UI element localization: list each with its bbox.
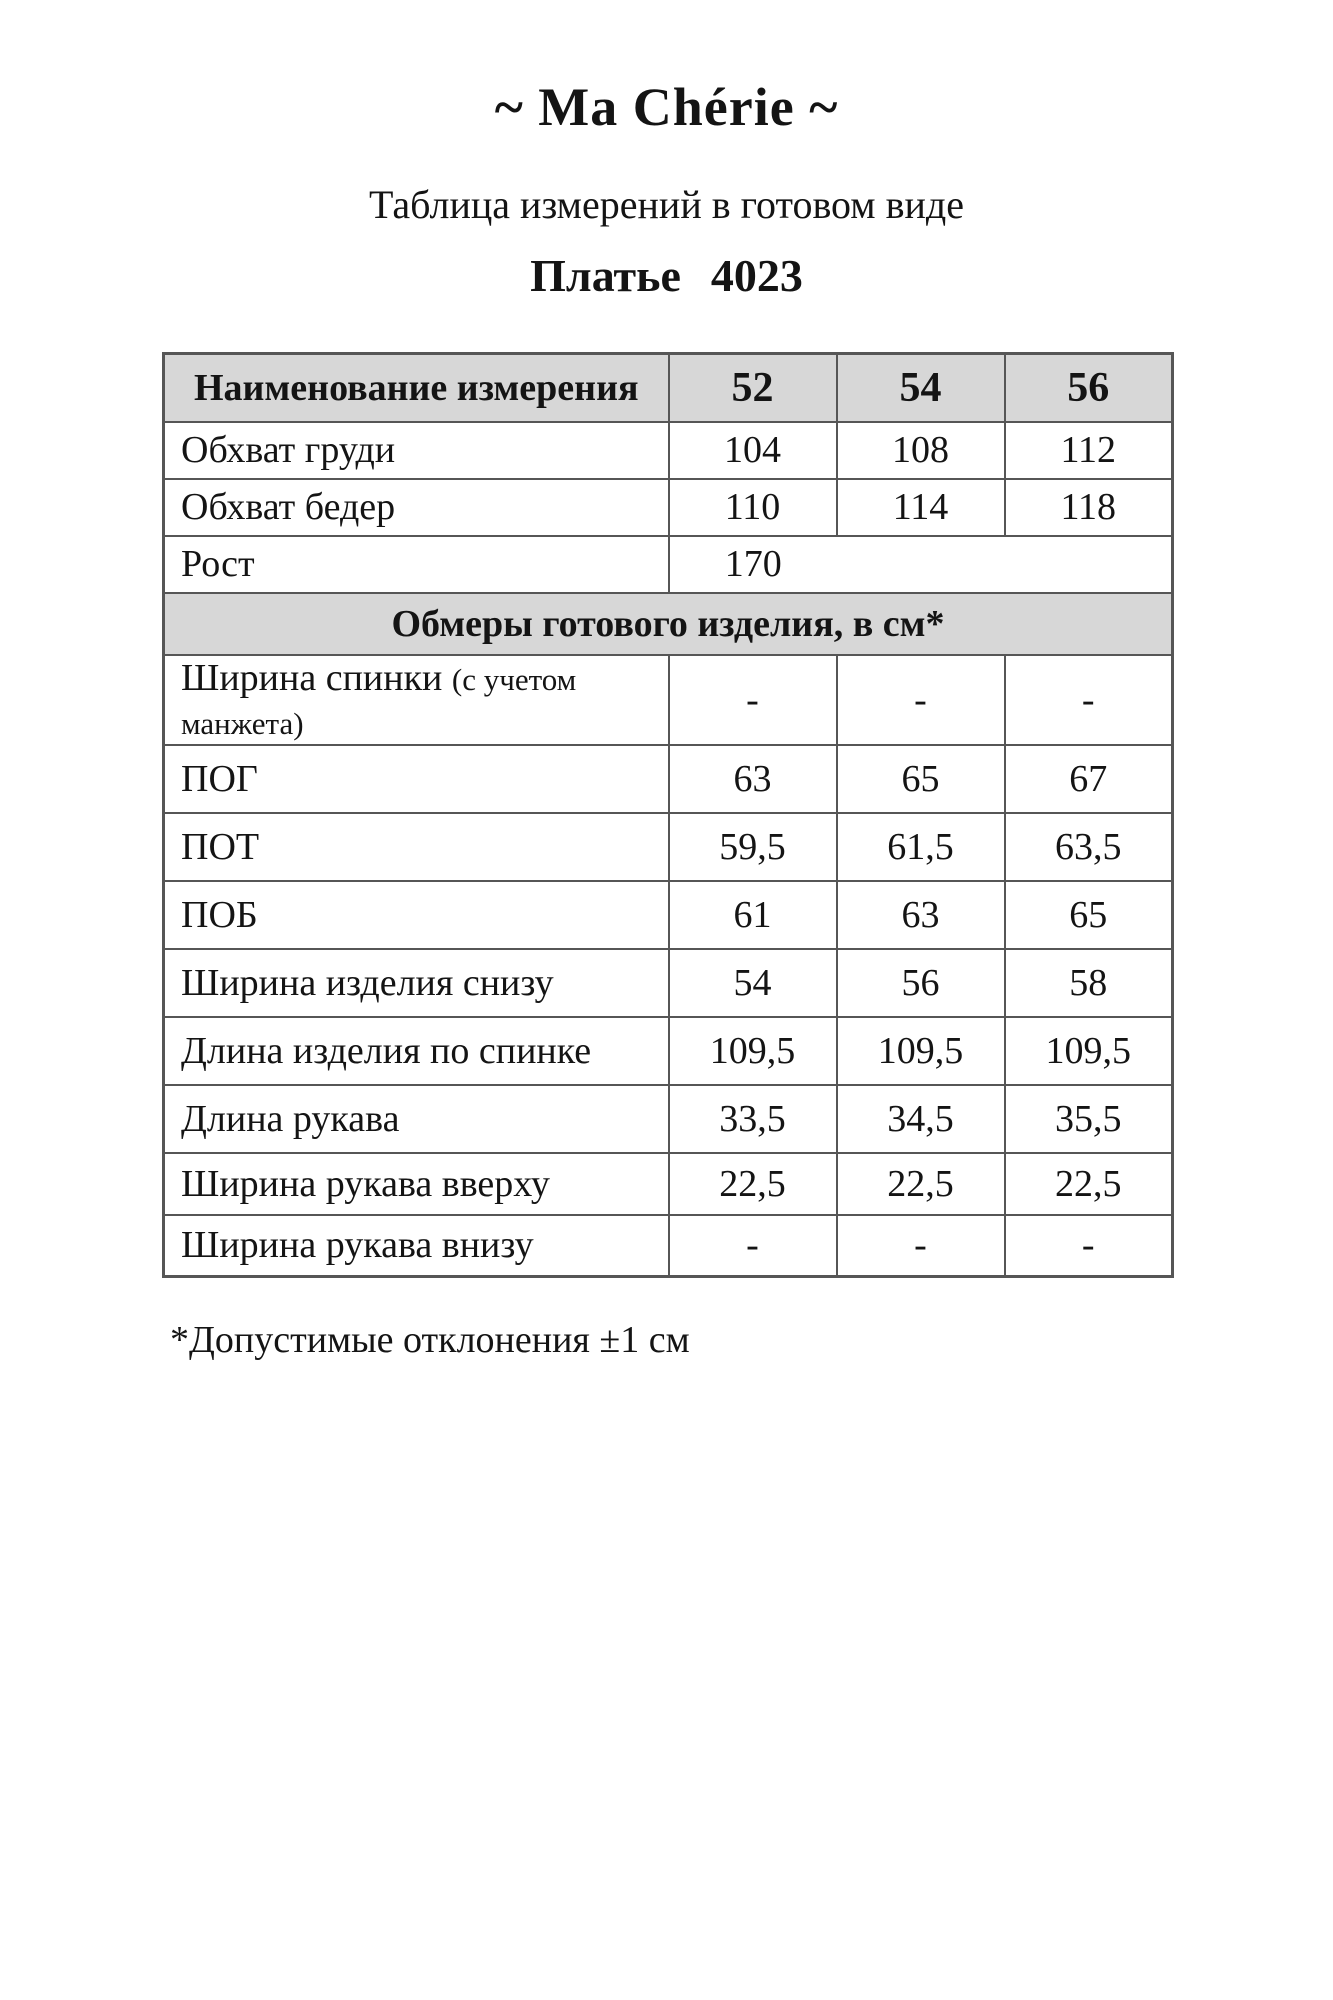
table-row-back-length [164,1017,1173,1085]
row-label: Ширина рукава внизу [164,1215,669,1277]
height-value: 170 [724,543,782,585]
row-label: Длина изделия по спинке [164,1017,669,1085]
row-label-note: (с учетом манжета) [181,661,577,741]
table-row-bottom-width [164,949,1173,1017]
value-cell: 35,5 [1005,1085,1173,1153]
header-label-cell: Наименование измерения [164,354,669,422]
value-cell: 61,5 [837,813,1005,881]
value-cell: - [837,655,1005,745]
header-row [164,354,1173,422]
value-cell: - [1005,1215,1173,1277]
row-label-main: Ширина спинки [181,656,443,699]
row-label: Рост [164,536,669,593]
value-cell: 22,5 [837,1153,1005,1215]
value-cell: 63 [837,881,1005,949]
brand-title: ~ Ma Chérie ~ [494,77,839,137]
row-label: Ширина изделия снизу [164,949,669,1017]
table-row-chest [164,422,1173,479]
table-row-hips [164,479,1173,536]
table-row-back-width [164,655,1173,745]
row-label: ПОТ [164,813,669,881]
value-cell: - [1005,655,1173,745]
value-cell: 65 [1005,881,1173,949]
row-label: Обхват груди [164,422,669,479]
row-label: ПОБ [164,881,669,949]
merged-value-cell [669,536,1173,593]
value-cell: 58 [1005,949,1173,1017]
value-cell: 22,5 [669,1153,837,1215]
value-cell: 112 [1005,422,1173,479]
product-title [0,250,1333,302]
value-cell: 108 [837,422,1005,479]
product-number: 4023 [710,250,803,301]
value-cell: 109,5 [669,1017,837,1085]
table-caption: Таблица измерений в готовом виде [368,182,965,227]
product-name: Платье [530,250,681,301]
value-cell: 118 [1005,479,1173,536]
value-cell: - [669,655,837,745]
section-header-row [164,593,1173,655]
table-row-sleeve-length [164,1085,1173,1153]
row-label: ПОГ [164,745,669,813]
size-column-52: 52 [669,354,837,422]
value-cell: 34,5 [837,1085,1005,1153]
section-header-cell: Обмеры готового изделия, в см* [164,593,1173,655]
tolerance-footnote: *Допустимые отклонения ±1 см [170,1319,690,1361]
value-cell: 61 [669,881,837,949]
row-label: Обхват бедер [164,479,669,536]
size-column-54: 54 [837,354,1005,422]
value-cell: 54 [669,949,837,1017]
table-row-pob [164,881,1173,949]
table-row-pot [164,813,1173,881]
table-row-pog [164,745,1173,813]
value-cell: 109,5 [1005,1017,1173,1085]
value-cell: 114 [837,479,1005,536]
value-cell: 22,5 [1005,1153,1173,1215]
value-cell: 63,5 [1005,813,1173,881]
table-row-sleeve-bottom-width [164,1215,1173,1277]
value-cell: 63 [669,745,837,813]
row-label: Длина рукава [164,1085,669,1153]
row-label [164,655,669,745]
value-cell: - [669,1215,837,1277]
value-cell: 33,5 [669,1085,837,1153]
value-cell: - [837,1215,1005,1277]
table-row-sleeve-top-width [164,1153,1173,1215]
row-label: Ширина рукава вверху [164,1153,669,1215]
size-table [162,352,1174,1278]
size-column-56: 56 [1005,354,1173,422]
value-cell: 104 [669,422,837,479]
value-cell: 59,5 [669,813,837,881]
value-cell: 56 [837,949,1005,1017]
value-cell: 110 [669,479,837,536]
table-row-height [164,536,1173,593]
value-cell: 109,5 [837,1017,1005,1085]
value-cell: 67 [1005,745,1173,813]
value-cell: 65 [837,745,1005,813]
